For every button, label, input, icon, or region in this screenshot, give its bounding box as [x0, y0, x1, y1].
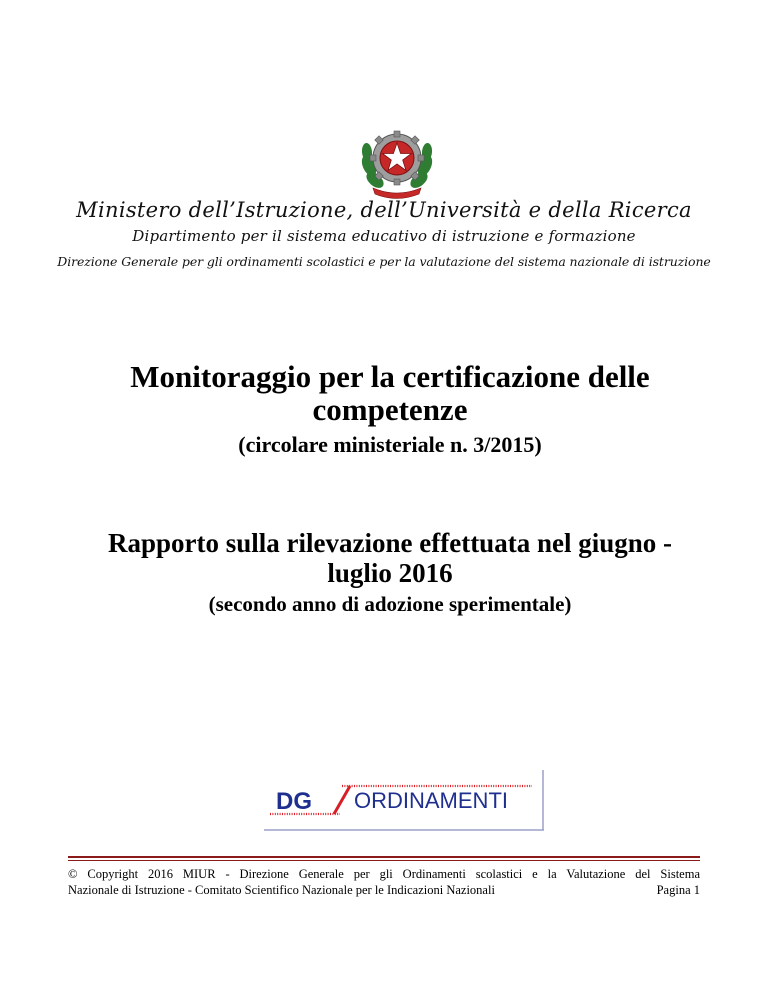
report-subtitle: (secondo anno di adozione sperimentale) [208, 592, 572, 616]
page-number: Pagina 1 [656, 883, 700, 897]
footer [68, 866, 700, 898]
footer-row [68, 882, 700, 898]
footer-rule [68, 856, 700, 858]
footer-committee: Nazionale di Istruzione - Comitato Scientifico Nazionale per le Indicazioni Nazionali [68, 883, 495, 897]
circular-reference: (circolare ministeriale n. 3/2015) [238, 432, 542, 457]
report-title: Rapporto sulla rilevazione effettuata nel giugno - luglio 2016 [108, 528, 672, 588]
department-name: Dipartimento per il sistema educativo di istruzione e formazione [132, 227, 636, 245]
footer-copyright: © Copyright 2016 MIUR - Direzione Generale per gli Ordinamenti scolastici e la Valutazione del Sistema [68, 867, 700, 881]
footer-rule-thin [68, 860, 700, 861]
document-title: Monitoraggio per la certificazione delle competenze [130, 359, 650, 427]
republic-emblem-icon [355, 122, 439, 202]
logo-dg-text: DG [276, 788, 312, 815]
ministry-name: Ministero dell’Istruzione, dell’Università e della Ricerca [76, 198, 692, 222]
logo-ordinamenti-text: ORDINAMENTI [354, 788, 508, 813]
directorate-name: Direzione Generale per gli ordinamenti scolastici e per la valutazione del sistema nazionale di istruzione [57, 254, 711, 269]
dg-ordinamenti-logo [262, 768, 546, 832]
